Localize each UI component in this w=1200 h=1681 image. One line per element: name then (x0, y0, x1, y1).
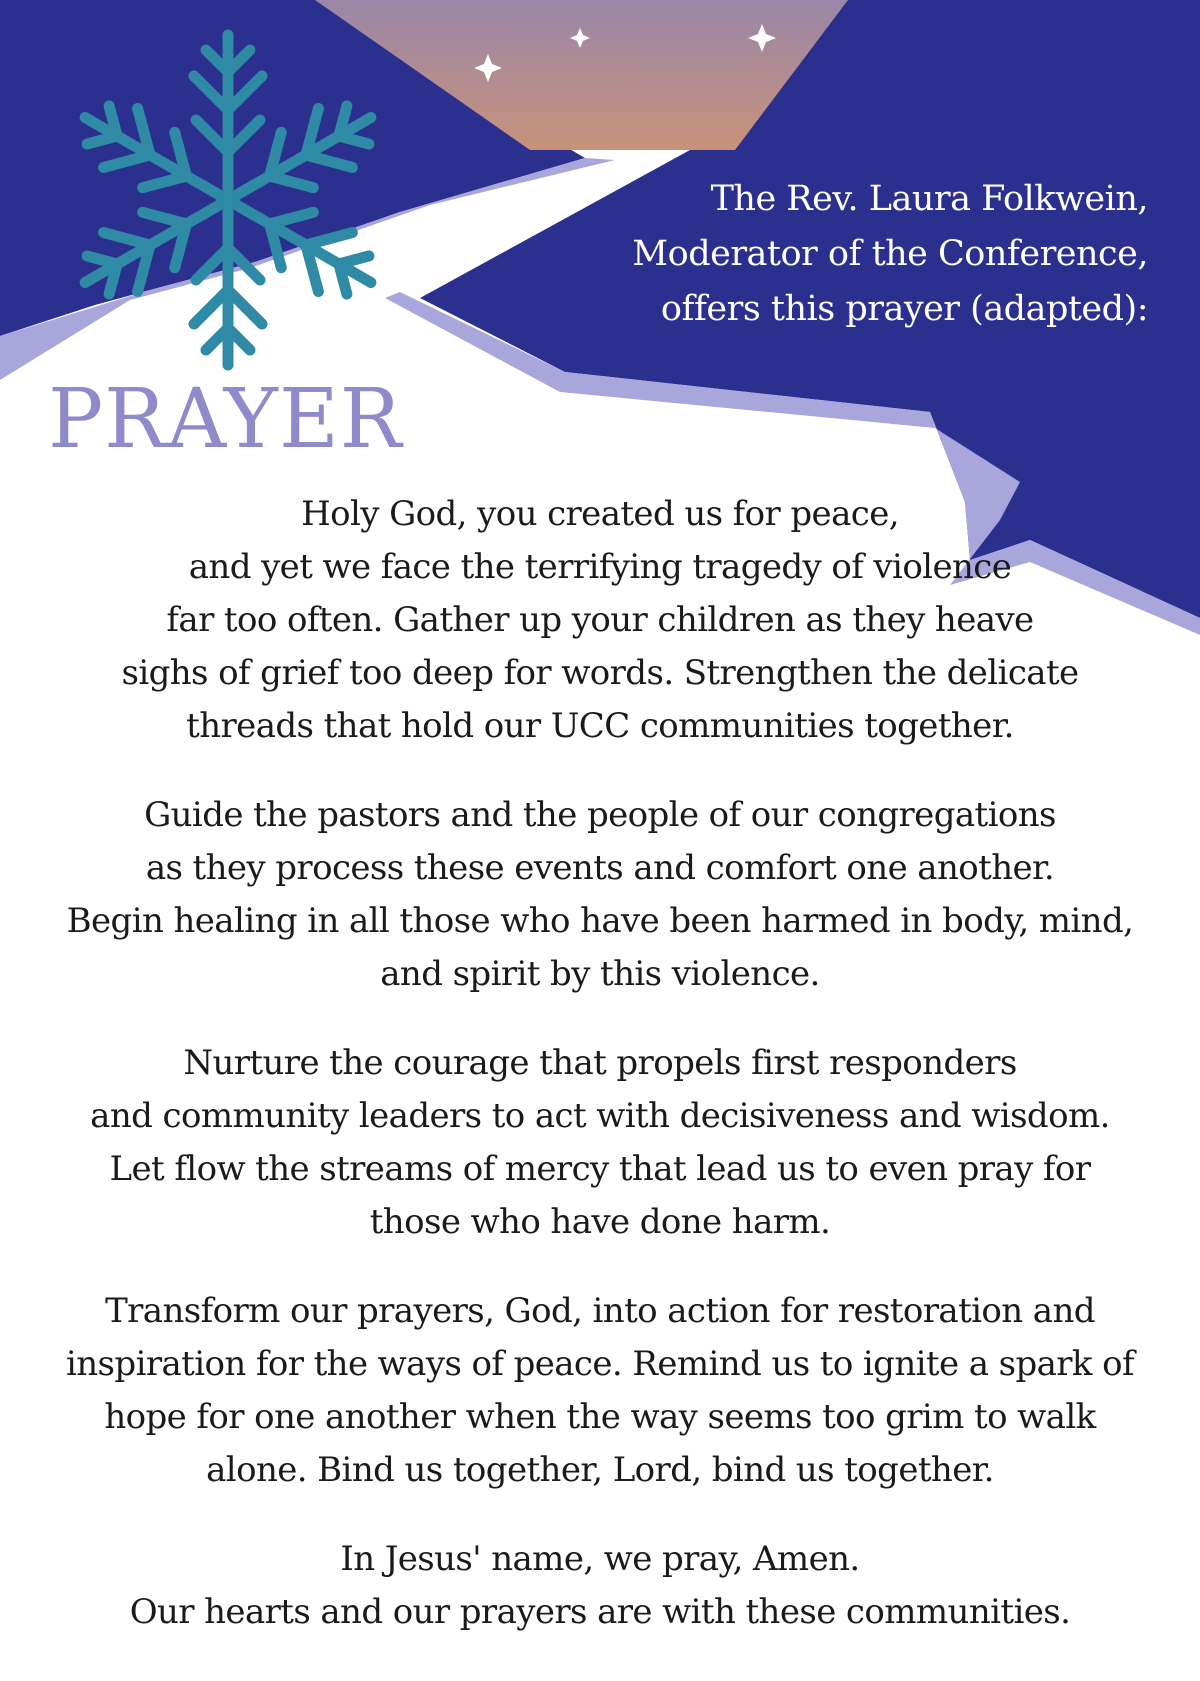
prayer-line: Holy God, you created us for peace, (301, 494, 899, 534)
prayer-line: Guide the pastors and the people of our congregations (144, 795, 1056, 835)
page-title: PRAYER (48, 372, 403, 467)
prayer-line: and yet we face the terrifying tragedy of violence (188, 547, 1012, 587)
prayer-line: Begin healing in all those who have been harmed in body, mind, (66, 901, 1134, 941)
prayer-line: as they process these events and comfort one another. (145, 848, 1055, 888)
prayer-line: Our hearts and our prayers are with these communities. (129, 1592, 1071, 1632)
prayer-line: sighs of grief too deep for words. Strengthen the delicate (121, 653, 1079, 693)
intro-line: offers this prayer (adapted): (660, 289, 1148, 329)
prayer-closing (0, 1533, 1200, 1639)
prayer-line: inspiration for the ways of peace. Remind us to ignite a spark of (65, 1344, 1134, 1384)
prayer-paragraph (0, 789, 1200, 1001)
prayer-paragraph (0, 488, 1200, 753)
prayer-line: far too often. Gather up your children as they heave (166, 600, 1034, 640)
prayer-line: and community leaders to act with decisiveness and wisdom. (90, 1096, 1110, 1136)
prayer-paragraph (0, 1285, 1200, 1497)
prayer-line: and spirit by this violence. (380, 954, 820, 994)
intro-line: Moderator of the Conference, (632, 234, 1148, 274)
prayer-body (0, 488, 1200, 1675)
prayer-line: hope for one another when the way seems too grim to walk (104, 1397, 1096, 1437)
prayer-line: Let flow the streams of mercy that lead us to even pray for (109, 1149, 1091, 1189)
prayer-line: threads that hold our UCC communities together. (186, 706, 1014, 746)
prayer-line: Nurture the courage that propels first responders (183, 1043, 1017, 1083)
intro-line: The Rev. Laura Folkwein, (710, 179, 1148, 219)
prayer-line: In Jesus' name, we pray, Amen. (340, 1539, 860, 1579)
prayer-paragraph (0, 1037, 1200, 1249)
prayer-line: alone. Bind us together, Lord, bind us together. (206, 1450, 994, 1490)
prayer-line: Transform our prayers, God, into action for restoration and (105, 1291, 1095, 1331)
intro-text (508, 172, 1148, 337)
prayer-line: those who have done harm. (369, 1202, 831, 1242)
